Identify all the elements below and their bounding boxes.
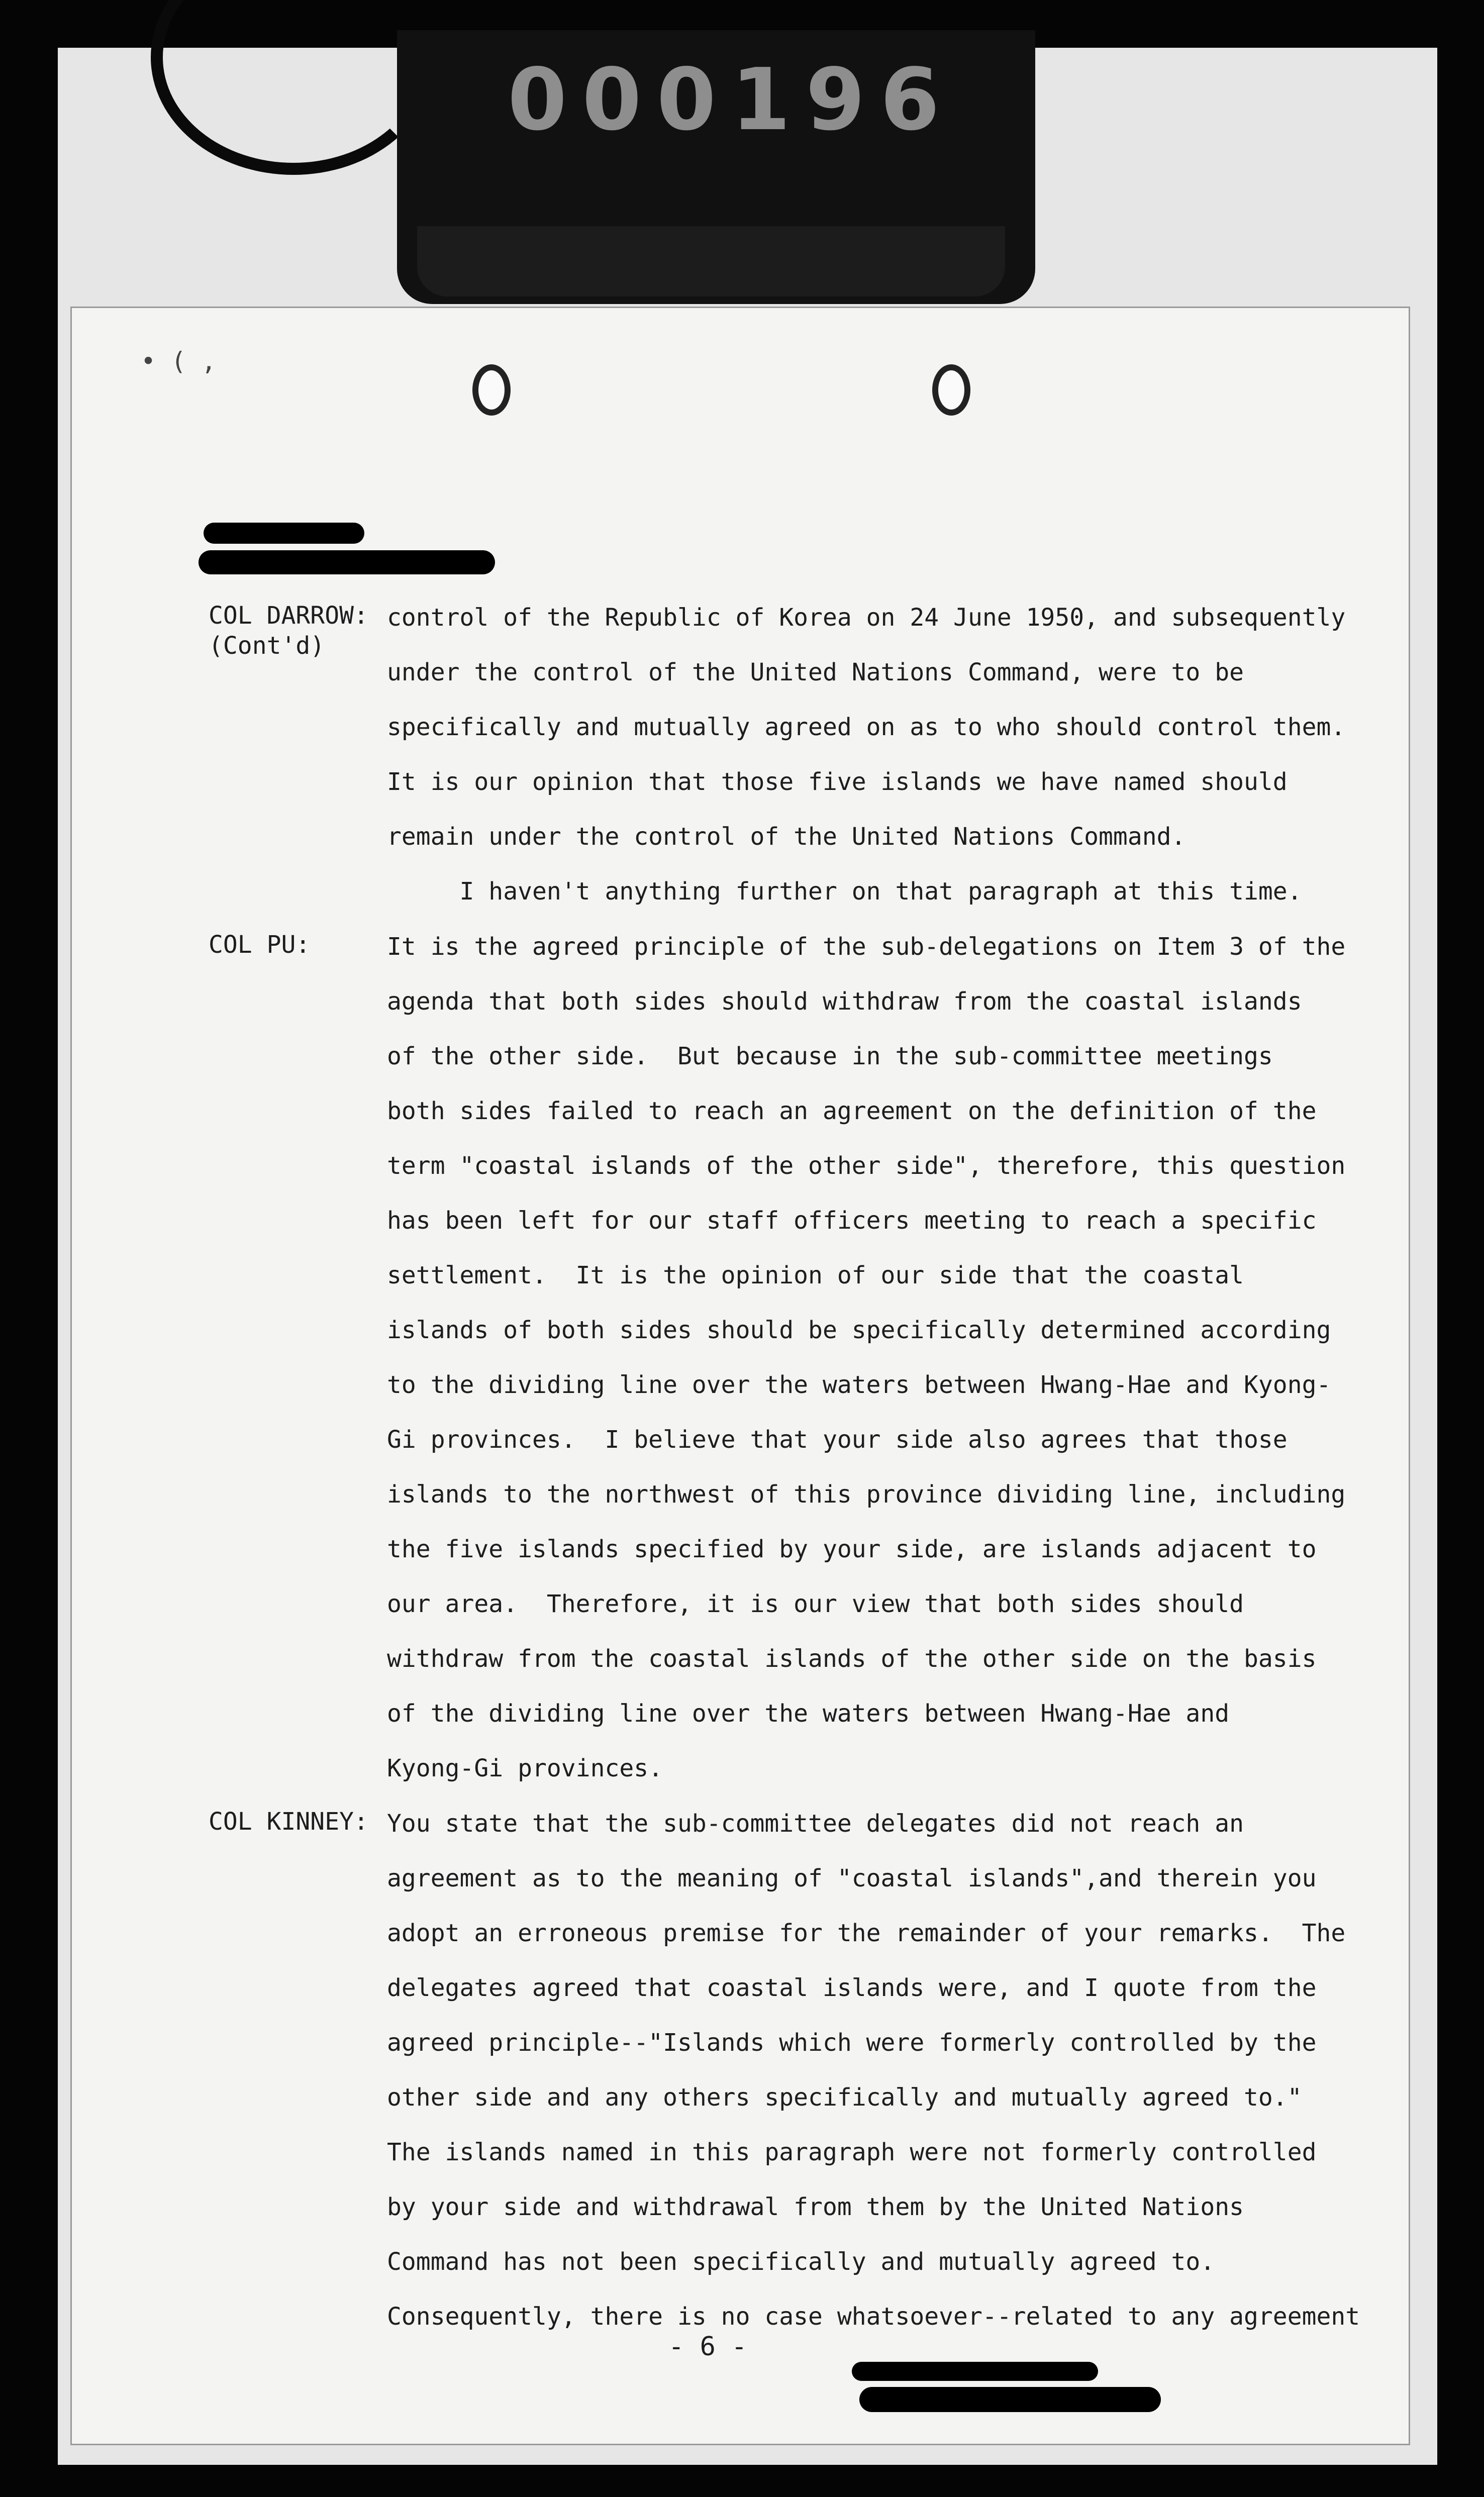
text-line: specifically and mutually agreed on as to who should control them.	[387, 713, 1346, 741]
text-line: It is our opinion that those five islands we have named should	[387, 768, 1288, 796]
frame-number: 000196	[508, 50, 955, 150]
text-line: of the other side. But because in the sub-committee meetings	[387, 1042, 1273, 1070]
text-line: Kyong-Gi provinces.	[387, 1754, 663, 1782]
speaker-label-pu: COL PU:	[209, 931, 311, 959]
redaction-bar-2	[199, 550, 495, 574]
text-line: our area. Therefore, it is our view that both sides should	[387, 1590, 1244, 1618]
speaker-note-darrow: (Cont'd)	[209, 632, 325, 660]
text-line: by your side and withdrawal from them by the United Nations	[387, 2193, 1244, 2221]
text-line: adopt an erroneous premise for the remainder of your remarks. The	[387, 1919, 1346, 1947]
text-line: to the dividing line over the waters between Hwang-Hae and Kyong-	[387, 1371, 1331, 1399]
text-line: other side and any others specifically and mutually agreed to."	[387, 2083, 1302, 2112]
redaction-bar-1	[204, 523, 364, 544]
text-line: of the dividing line over the waters between Hwang-Hae and	[387, 1700, 1230, 1728]
text-line: withdraw from the coastal islands of the other side on the basis	[387, 1645, 1317, 1673]
text-line: both sides failed to reach an agreement on the definition of the	[387, 1097, 1317, 1125]
text-line: islands of both sides should be specifically determined according	[387, 1316, 1331, 1344]
text-line: Command has not been specifically and mutually agreed to.	[387, 2248, 1215, 2276]
text-line: agenda that both sides should withdraw from the coastal islands	[387, 987, 1302, 1016]
text-line: agreement as to the meaning of "coastal islands",and therein you	[387, 1864, 1317, 1892]
redaction-bar-footer-2	[859, 2387, 1161, 2412]
binder-clip-base	[417, 226, 1005, 296]
punch-hole-left	[472, 364, 511, 416]
corner-mark: • ( ,	[141, 347, 217, 376]
page-number: - 6 -	[668, 2332, 747, 2362]
speaker-label-kinney: COL KINNEY:	[209, 1808, 368, 1836]
text-line: delegates agreed that coastal islands were, and I quote from the	[387, 1974, 1317, 2002]
text-line: the five islands specified by your side, are islands adjacent to	[387, 1535, 1317, 1563]
text-line: Consequently, there is no case whatsoever--related to any agreement	[387, 2303, 1360, 2331]
punch-hole-right	[932, 364, 970, 416]
text-line: It is the agreed principle of the sub-delegations on Item 3 of the	[387, 933, 1346, 961]
speaker-label-darrow: COL DARROW:	[209, 602, 368, 630]
text-line: Gi provinces. I believe that your side also agrees that those	[387, 1426, 1288, 1454]
text-line: term "coastal islands of the other side", therefore, this question	[387, 1152, 1346, 1180]
text-line: agreed principle--"Islands which were formerly controlled by the	[387, 2029, 1317, 2057]
text-line: You state that the sub-committee delegates did not reach an	[387, 1810, 1244, 1838]
text-line: The islands named in this paragraph were not formerly controlled	[387, 2138, 1317, 2166]
text-line: under the control of the United Nations Command, were to be	[387, 658, 1244, 686]
text-line: I haven't anything further on that paragraph at this time.	[387, 877, 1302, 906]
redaction-bar-footer-1	[852, 2362, 1098, 2381]
text-line: settlement. It is the opinion of our side that the coastal	[387, 1261, 1244, 1289]
text-line: has been left for our staff officers meeting to reach a specific	[387, 1207, 1317, 1235]
text-line: remain under the control of the United Nations Command.	[387, 823, 1186, 851]
text-line: islands to the northwest of this province dividing line, including	[387, 1480, 1346, 1509]
text-line: control of the Republic of Korea on 24 June 1950, and subsequently	[387, 604, 1346, 632]
